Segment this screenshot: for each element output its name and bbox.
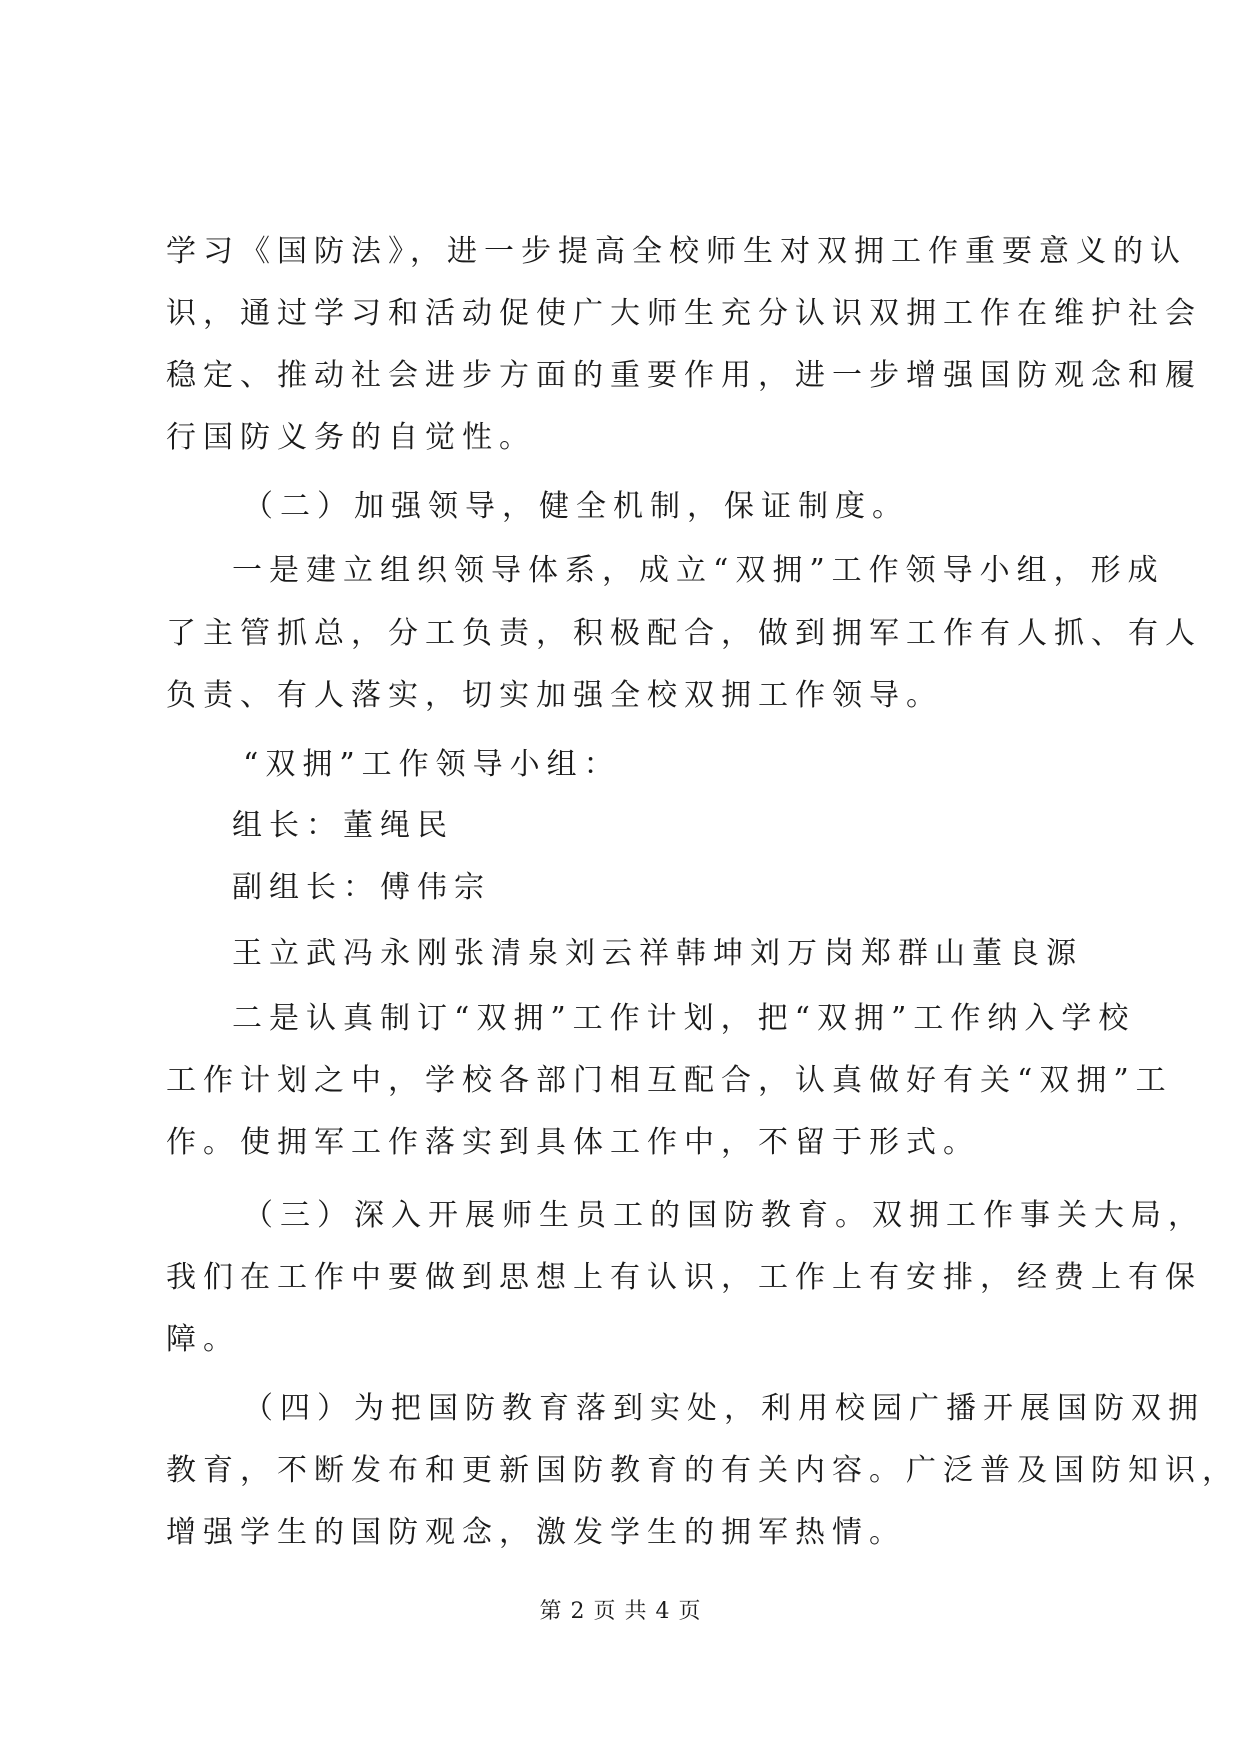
text-line: 作。使拥军工作落实到具体工作中，不留于形式。 bbox=[166, 1125, 980, 1160]
text-line: 增强学生的国防观念，激发学生的拥军热情。 bbox=[166, 1515, 906, 1550]
deputy-leader-line: 副组长：傅伟宗 bbox=[232, 870, 491, 905]
text-line: 我们在工作中要做到思想上有认识，工作上有安排，经费上有保 bbox=[166, 1260, 1202, 1295]
page-number-footer: 第 2 页 共 4 页 bbox=[539, 1599, 702, 1624]
text-line: 了主管抓总，分工负责，积极配合，做到拥军工作有人抓、有人 bbox=[166, 616, 1202, 651]
text-line: 二是认真制订“双拥”工作计划，把“双拥”工作纳入学校 bbox=[232, 1001, 1136, 1036]
section-heading: （二）加强领导，健全机制，保证制度。 bbox=[243, 489, 909, 524]
text-line: 稳定、推动社会进步方面的重要作用，进一步增强国防观念和履 bbox=[166, 358, 1202, 393]
section-heading: （四）为把国防教育落到实处，利用校园广播开展国防双拥 bbox=[243, 1391, 1205, 1426]
text-line: 教育，不断发布和更新国防教育的有关内容。广泛普及国防知识， bbox=[166, 1453, 1239, 1488]
section-heading: （三）深入开展师生员工的国防教育。双拥工作事关大局， bbox=[243, 1198, 1205, 1233]
text-line: 行国防义务的自觉性。 bbox=[166, 420, 536, 455]
text-line: 学习《国防法》，进一步提高全校师生对双拥工作重要意义的认 bbox=[166, 234, 1187, 269]
members-line: 王立武冯永刚张清泉刘云祥韩坤刘万岗郑群山董良源 bbox=[232, 936, 1083, 971]
text-line: 工作计划之中，学校各部门相互配合，认真做好有关“双拥”工 bbox=[166, 1063, 1173, 1098]
group-leader-line: 组长：董绳民 bbox=[232, 808, 454, 843]
text-line: 一是建立组织领导体系，成立“双拥”工作领导小组，形成 bbox=[232, 553, 1165, 588]
text-line: 障。 bbox=[166, 1322, 240, 1357]
text-line: 识，通过学习和活动促使广大师生充分认识双拥工作在维护社会 bbox=[166, 296, 1202, 331]
text-line: “双拥”工作领导小组： bbox=[243, 747, 621, 782]
text-line: 负责、有人落实，切实加强全校双拥工作领导。 bbox=[166, 678, 943, 713]
